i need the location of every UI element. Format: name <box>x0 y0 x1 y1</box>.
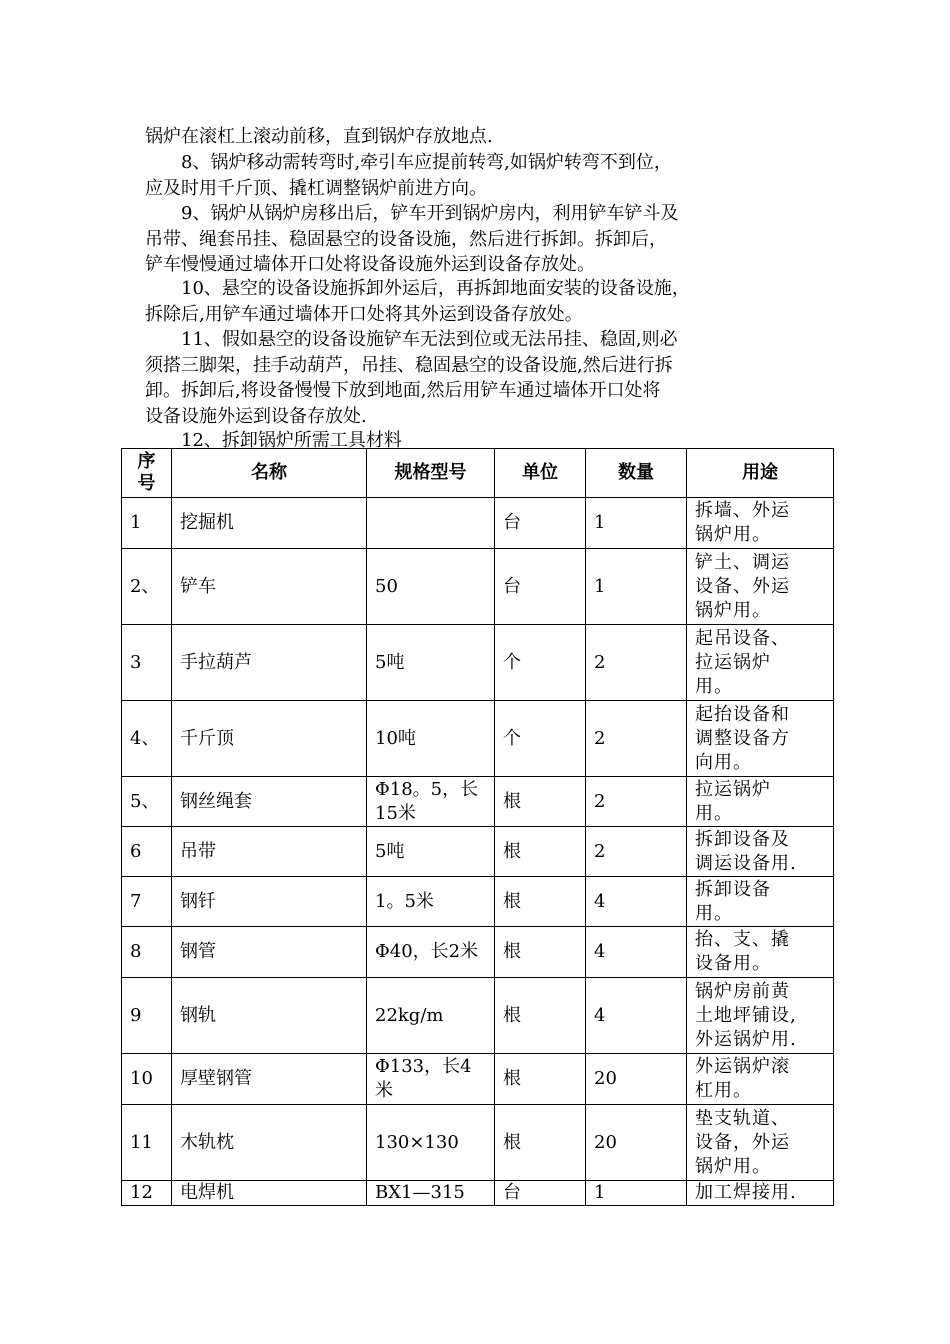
cell-use-line: 外运锅炉用. <box>695 1028 797 1050</box>
cell-name: 钢管 <box>172 927 367 978</box>
table-row <box>122 827 834 877</box>
cell-seq: 7 <box>122 877 172 927</box>
table-row <box>122 1054 834 1105</box>
cell-unit: 台 <box>495 1181 586 1206</box>
header-spec: 规格型号 <box>367 449 495 498</box>
cell-use <box>687 1105 834 1181</box>
table-row <box>122 877 834 927</box>
cell-unit: 个 <box>495 625 586 701</box>
cell-unit: 根 <box>495 927 586 978</box>
cell-use-line: 用。 <box>695 802 733 824</box>
table-row <box>122 1181 834 1206</box>
paragraph-line: 铲车慢慢通过墙体开口处将设备设施外运到设备存放处。 <box>145 254 595 275</box>
paragraph-line: 11、假如悬空的设备设施铲车无法到位或无法吊挂、稳固,则必 <box>145 329 678 350</box>
cell-qty: 4 <box>586 978 687 1054</box>
cell-qty: 1 <box>586 1181 687 1206</box>
cell-use-line: 用。 <box>695 675 733 697</box>
cell-use-line: 起吊设备、 <box>695 627 790 649</box>
cell-use-line: 铲土、调运 <box>695 551 790 573</box>
cell-seq: 2、 <box>122 549 172 625</box>
table-row <box>122 927 834 978</box>
cell-qty: 20 <box>586 1054 687 1105</box>
cell-spec: Φ133，长4米 <box>367 1054 495 1105</box>
cell-unit: 台 <box>495 498 586 549</box>
header-qty: 数量 <box>586 449 687 498</box>
paragraph-line: 吊带、绳套吊挂、稳固悬空的设备设施，然后进行拆卸。拆卸后， <box>145 228 667 250</box>
cell-name: 电焊机 <box>172 1181 367 1206</box>
table-row <box>122 777 834 827</box>
cell-spec: 130×130 <box>367 1105 495 1181</box>
cell-use-line: 锅炉用。 <box>695 1155 771 1177</box>
cell-name: 铲车 <box>172 549 367 625</box>
tools-materials-table <box>121 448 834 1206</box>
cell-unit: 根 <box>495 1054 586 1105</box>
paragraph <box>145 276 815 327</box>
cell-use <box>687 625 834 701</box>
cell-unit: 根 <box>495 978 586 1054</box>
paragraph-line: 拆除后,用铲车通过墙体开口处将其外运到设备存放处。 <box>145 303 583 325</box>
cell-qty: 2 <box>586 827 687 877</box>
cell-qty: 2 <box>586 701 687 777</box>
cell-unit: 根 <box>495 1105 586 1181</box>
cell-unit: 根 <box>495 777 586 827</box>
cell-use-line: 起抬设备和 <box>695 703 790 725</box>
cell-spec: 5吨 <box>367 625 495 701</box>
paragraph <box>145 150 815 201</box>
cell-use <box>687 827 834 877</box>
cell-use-line: 加工焊接用. <box>695 1182 797 1203</box>
table-row <box>122 549 834 625</box>
cell-seq: 3 <box>122 625 172 701</box>
cell-use-line: 调运设备用. <box>695 852 797 874</box>
cell-use <box>687 498 834 549</box>
cell-use-line: 拆卸设备 <box>695 878 771 900</box>
cell-unit: 根 <box>495 877 586 927</box>
cell-seq: 5、 <box>122 777 172 827</box>
cell-spec: Φ18。5，长15米 <box>367 777 495 827</box>
header-unit: 单位 <box>495 449 586 498</box>
cell-use <box>687 927 834 978</box>
cell-use-line: 拆墙、外运 <box>695 500 790 521</box>
cell-use-line: 向用。 <box>695 751 752 773</box>
paragraph-line: 锅炉在滚杠上滚动前移，直到锅炉存放地点. <box>145 126 493 147</box>
paragraph-line: 须搭三脚架，挂手动葫芦，吊挂、稳固悬空的设备设施,然后进行拆 <box>145 354 673 376</box>
cell-qty: 1 <box>586 498 687 549</box>
cell-name: 钢钎 <box>172 877 367 927</box>
cell-name: 千斤顶 <box>172 701 367 777</box>
cell-use-line: 调整设备方 <box>695 727 790 749</box>
paragraph <box>145 201 815 278</box>
cell-name: 钢丝绳套 <box>172 777 367 827</box>
cell-qty: 1 <box>586 549 687 625</box>
cell-use <box>687 1181 834 1206</box>
table-row <box>122 701 834 777</box>
cell-name: 手拉葫芦 <box>172 625 367 701</box>
cell-use <box>687 701 834 777</box>
table-row <box>122 625 834 701</box>
header-name: 名称 <box>172 449 367 498</box>
cell-use-line: 锅炉用。 <box>695 524 771 545</box>
cell-spec: 22kg/m <box>367 978 495 1054</box>
cell-use <box>687 777 834 827</box>
cell-name: 钢轨 <box>172 978 367 1054</box>
cell-name: 木轨枕 <box>172 1105 367 1181</box>
cell-use <box>687 549 834 625</box>
table-row <box>122 978 834 1054</box>
table-row <box>122 498 834 549</box>
cell-qty: 20 <box>586 1105 687 1181</box>
cell-spec: 50 <box>367 549 495 625</box>
cell-spec: 10吨 <box>367 701 495 777</box>
cell-name: 挖掘机 <box>172 498 367 549</box>
cell-use-line: 设备，外运 <box>695 1131 790 1153</box>
cell-use-line: 设备用。 <box>695 953 771 974</box>
header-use: 用途 <box>687 449 834 498</box>
paragraph-line: 8、锅炉移动需转弯时,牵引车应提前转弯,如锅炉转弯不到位， <box>145 152 672 173</box>
paragraph-line: 应及时用千斤顶、撬杠调整锅炉前进方向。 <box>145 177 487 199</box>
cell-unit: 个 <box>495 701 586 777</box>
paragraph <box>145 327 815 429</box>
header-seq: 序 号 <box>122 449 172 498</box>
cell-seq: 6 <box>122 827 172 877</box>
cell-use-line: 拉运锅炉 <box>695 651 771 673</box>
cell-name: 吊带 <box>172 827 367 877</box>
cell-use-line: 拆卸设备及 <box>695 828 790 850</box>
cell-qty: 4 <box>586 927 687 978</box>
cell-use-line: 锅炉房前黄 <box>695 980 790 1002</box>
cell-seq: 10 <box>122 1054 172 1105</box>
paragraph-line: 卸。拆卸后,将设备慢慢下放到地面,然后用铲车通过墙体开口处将 <box>145 380 661 401</box>
cell-use-line: 抬、支、撬 <box>695 929 790 950</box>
cell-spec: 1。5米 <box>367 877 495 927</box>
cell-use-line: 拉运锅炉 <box>695 778 771 800</box>
paragraph-line: 9、锅炉从锅炉房移出后，铲车开到锅炉房内，利用铲车铲斗及 <box>145 203 679 224</box>
table-row <box>122 1105 834 1181</box>
cell-seq: 11 <box>122 1105 172 1181</box>
cell-use-line: 用。 <box>695 902 733 924</box>
cell-use-line: 锅炉用。 <box>695 599 771 621</box>
paragraph-line: 12、拆卸锅炉所需工具材料 <box>145 430 402 451</box>
cell-unit: 根 <box>495 827 586 877</box>
cell-qty: 4 <box>586 877 687 927</box>
cell-spec: 5吨 <box>367 827 495 877</box>
cell-qty: 2 <box>586 777 687 827</box>
cell-seq: 12 <box>122 1181 172 1206</box>
cell-spec: Φ40，长2米 <box>367 927 495 978</box>
paragraph <box>145 124 815 150</box>
paragraph-line: 10、悬空的设备设施拆卸外运后，再拆卸地面安装的设备设施， <box>145 278 690 299</box>
cell-seq: 9 <box>122 978 172 1054</box>
cell-spec <box>367 498 495 549</box>
cell-seq: 4、 <box>122 701 172 777</box>
cell-spec: BX1—315 <box>367 1181 495 1206</box>
cell-use-line: 外运锅炉滚 <box>695 1056 790 1077</box>
table-header-row <box>122 449 834 498</box>
cell-seq: 1 <box>122 498 172 549</box>
cell-use-line: 土地坪铺设, <box>695 1004 797 1026</box>
cell-use-line: 杠用。 <box>695 1080 752 1101</box>
table-body <box>122 498 834 1206</box>
cell-unit: 台 <box>495 549 586 625</box>
cell-use-line: 设备、外运 <box>695 575 790 597</box>
cell-seq: 8 <box>122 927 172 978</box>
paragraph-line: 设备设施外运到设备存放处. <box>145 405 367 427</box>
cell-use-line: 垫支轨道、 <box>695 1107 790 1129</box>
cell-use <box>687 978 834 1054</box>
cell-qty: 2 <box>586 625 687 701</box>
cell-use <box>687 1054 834 1105</box>
cell-name: 厚壁钢管 <box>172 1054 367 1105</box>
cell-use <box>687 877 834 927</box>
